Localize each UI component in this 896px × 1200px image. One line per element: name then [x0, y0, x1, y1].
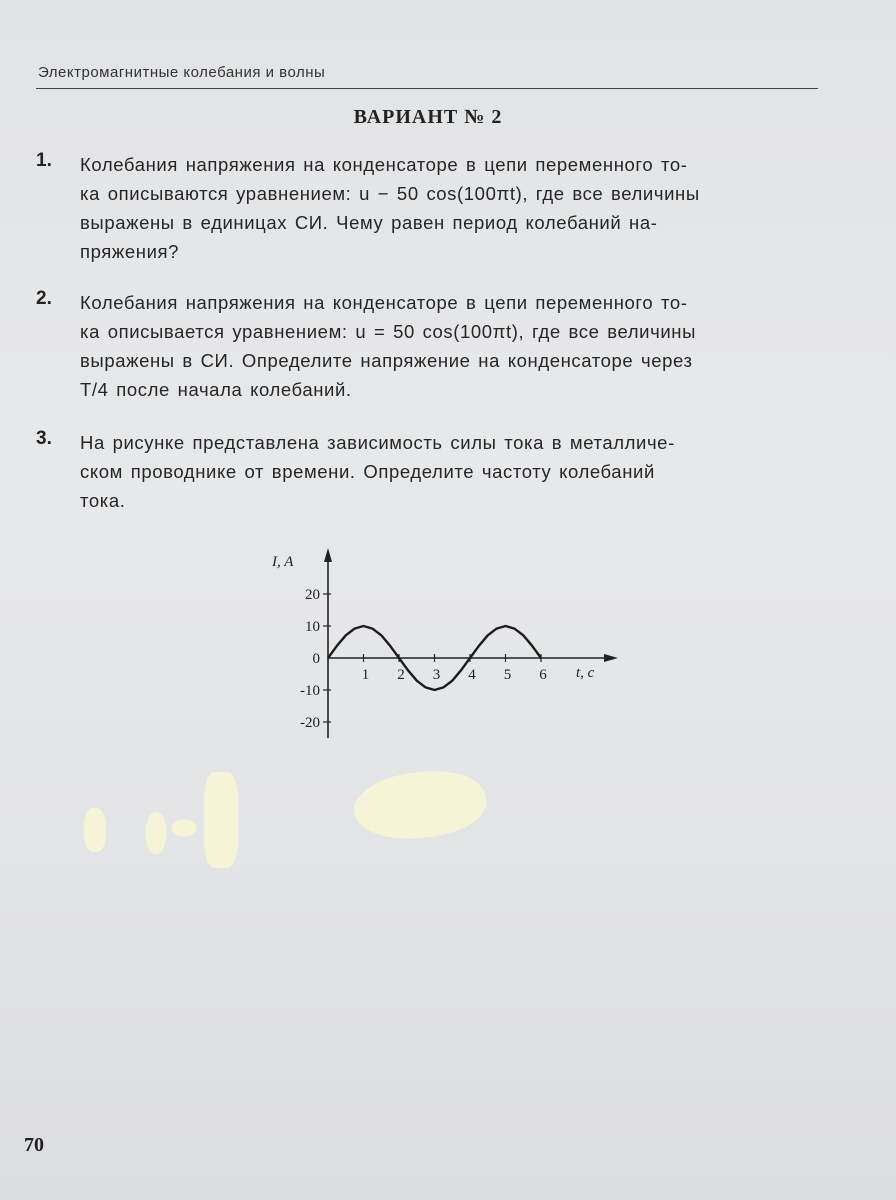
y-tick-label: 10 [305, 619, 320, 635]
page-number: 70 [24, 1134, 44, 1156]
x-tick-label: 1 [361, 667, 370, 683]
chart-svg [240, 540, 640, 750]
y-tick-label: -20 [300, 715, 320, 731]
correction-fluid-mark [204, 772, 238, 868]
x-tick-label: 2 [397, 667, 405, 683]
current-vs-time-graph [240, 540, 640, 750]
y-axis-arrow [324, 548, 332, 562]
chart-labels [271, 554, 595, 731]
x-tick-label: 6 [539, 667, 547, 683]
problem-text: Колебания напряжения на конденсаторе в цепи переменного то- ка описывается уравнением: u = 50 cos(100πt), где все величины выражены в СИ. Определите напряжение на конденсаторе через T/4 после начала колебаний. [80, 292, 696, 400]
x-tick-label: 4 [468, 667, 476, 683]
problem-text: На рисунке представлена зависимость силы тока в металличе- ском проводнике от времени. Определите частоту колебаний тока. [80, 432, 675, 511]
x-tick-label: 3 [432, 667, 441, 683]
correction-fluid-mark [146, 812, 166, 854]
chart-axes [323, 548, 618, 738]
x-axis-arrow [604, 654, 618, 662]
problem-number: 2. [36, 288, 52, 309]
header-rule [36, 88, 818, 89]
problem-3 [36, 428, 836, 515]
x-axis-label: t, c [576, 665, 595, 681]
y-tick-label: -10 [300, 683, 320, 699]
problem-2 [36, 288, 836, 404]
y-axis-label: I, A [272, 554, 294, 570]
y-tick-label: 0 [312, 651, 320, 667]
correction-fluid-mark [84, 808, 106, 852]
running-header: Электромагнитные колебания и волны [38, 64, 326, 81]
problem-text: Колебания напряжения на конденсаторе в цепи переменного то- ка описываются уравнением: u − 50 cos(100πt), где все величины выражены в единицах СИ. Чему равен период колебаний на- пряжения? [80, 154, 700, 262]
problem-1 [36, 150, 836, 266]
problem-number: 1. [36, 150, 52, 171]
problem-number: 3. [36, 428, 52, 449]
y-tick-label: 20 [305, 587, 320, 603]
correction-fluid-mark [172, 820, 196, 836]
x-tick-label: 5 [503, 667, 512, 683]
variant-title: ВАРИАНТ № 2 [353, 106, 503, 128]
correction-fluid-mark [350, 763, 490, 847]
